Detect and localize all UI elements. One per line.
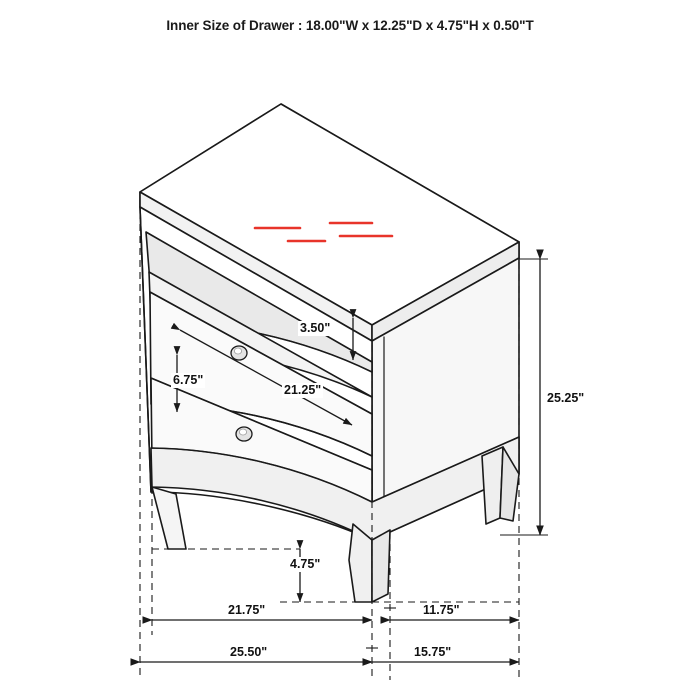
drawer-lower-knob [236,427,252,441]
dim-label-drawer-face-height: 3.50" [300,321,331,335]
break-markers [366,608,396,648]
cabinet-body [140,104,519,602]
dim-label-overall-height: 25.25" [547,391,585,405]
dim-label-top-width: 25.50" [230,645,268,659]
dim-label-drawer-front-width: 21.25" [284,383,322,397]
page-title: Inner Size of Drawer : 18.00"W x 12.25"D x 4.75"H x 0.50"T [166,18,534,33]
dim-label-side-depth: 11.75" [423,603,460,617]
drawer-upper-knob [231,346,247,360]
leg-front-right-inner [372,530,390,602]
dim-label-leg-height: 4.75" [290,557,321,571]
dim-label-front-width: 21.75" [228,603,266,617]
dim-label-top-depth: 15.75" [414,645,452,659]
leg-front-left [152,487,186,549]
dim-label-lower-drawer-height: 6.75" [173,373,204,387]
